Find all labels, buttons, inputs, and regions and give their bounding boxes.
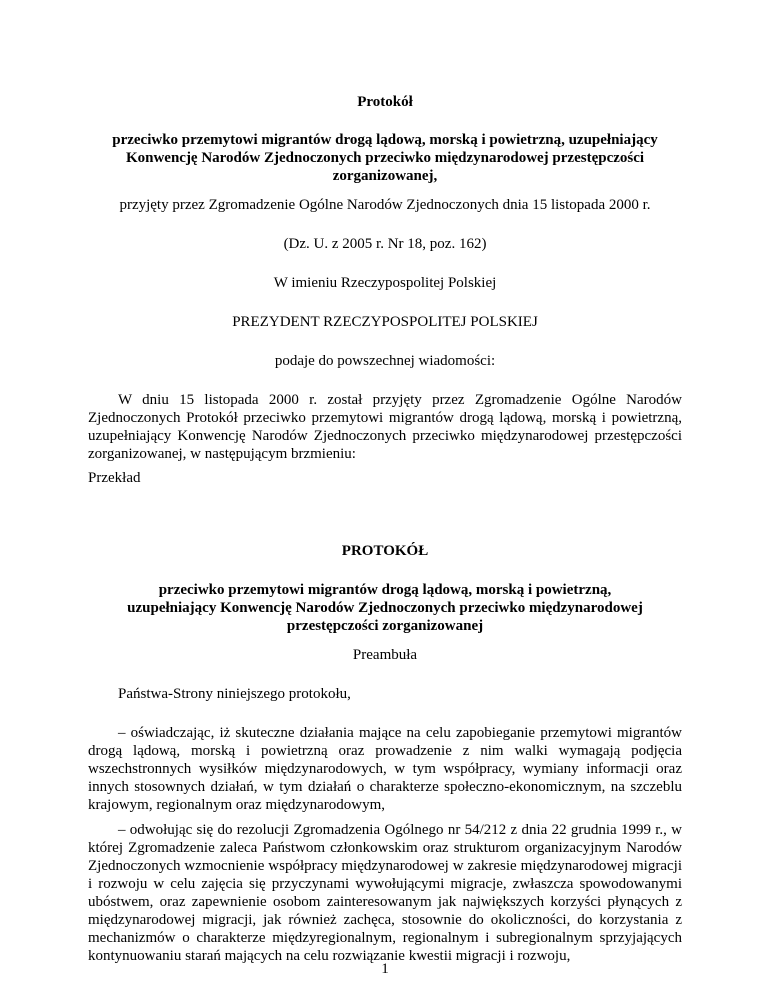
president-line: PREZYDENT RZECZYPOSPOLITEJ POLSKIEJ xyxy=(232,314,538,330)
journal-reference: (Dz. U. z 2005 r. Nr 18, poz. 162) xyxy=(283,236,487,252)
document-subtitle xyxy=(88,131,682,185)
protocol-title: PROTOKÓŁ xyxy=(341,543,429,559)
translation-label: Przekład xyxy=(88,470,141,486)
protocol-subtitle-line: przestępczości zorganizowanej xyxy=(286,618,484,634)
protocol-subtitle xyxy=(88,581,682,635)
adoption-note: przyjęty przez Zgromadzenie Ogólne Narodów Zjednoczonych dnia 15 listopada 2000 r. xyxy=(119,197,651,213)
preamble-heading: Preambuła xyxy=(352,647,418,663)
page-number: 1 xyxy=(381,961,389,977)
announcement-line: podaje do powszechnej wiadomości: xyxy=(274,353,496,369)
protocol-subtitle-line: przeciwko przemytowi migrantów drogą lądową, morską i powietrzną, xyxy=(158,582,612,598)
preamble-paragraph-1: – oświadczając, iż skuteczne działania mające na celu zapobieganie przemytowi migrantów drogą lądową, morską i powietrzną oraz prowadzenie z nim walki wymagają podjęcia wszechstronnych wysiłków międzynarodowych, w tym współpracy, wymiany informacji oraz innych stosownych działań, w tym działań o charakterze społeczno-ekonomicznym, na szczeblu krajowym, regionalnym oraz międzynarodowym, xyxy=(88,725,682,813)
subtitle-line: przeciwko przemytowi migrantów drogą lądową, morską i powietrzną, uzupełniający xyxy=(112,132,658,148)
intro-paragraph: W dniu 15 listopada 2000 r. został przyjęty przez Zgromadzenie Ogólne Narodów Zjednoczonych Protokół przeciwko przemytowi migrantów drogą lądową, morską i powietrzną, uzupełniający Konwencję Narodów Zjednoczonych przeciwko międzynarodowej przestępczości zorganizowanej, w następującym brzmieniu: xyxy=(88,392,682,462)
preamble-paragraph-2: – odwołując się do rezolucji Zgromadzenia Ogólnego nr 54/212 z dnia 22 grudnia 1999 r., w której Zgromadzenie zaleca Państwom członkowskim oraz strukturom organizacyjnym Narodów Zjednoczonych wzmocnienie współpracy międzynarodowej w zakresie międzynarodowej migracji i rozwoju w celu zajęcia się przyczynami wywołującymi migracje, zwłaszcza spowodowanymi ubóstwem, oraz zapewnienie osobom zainteresowanym jak największych korzyści płynących z międzynarodowej migracji, jak również zachęca, stosownie do okoliczności, do korzystania z mechanizmów o charakterze międzyregionalnym, regionalnym i subregionalnym sprzyjających kontynuowaniu starań mających na celu rozwiązanie kwestii migracji i rozwoju, xyxy=(88,822,682,964)
subtitle-line: zorganizowanej, xyxy=(332,168,438,184)
document-page xyxy=(88,0,682,994)
document-title: Protokół xyxy=(357,94,413,110)
subtitle-line: Konwencję Narodów Zjednoczonych przeciwko międzynarodowej przestępczości xyxy=(125,150,645,166)
states-parties-line: Państwa-Strony niniejszego protokołu, xyxy=(118,686,351,702)
in-the-name-line: W imieniu Rzeczypospolitej Polskiej xyxy=(273,275,497,291)
protocol-subtitle-line: uzupełniający Konwencję Narodów Zjednoczonych przeciwko międzynarodowej xyxy=(127,600,643,616)
